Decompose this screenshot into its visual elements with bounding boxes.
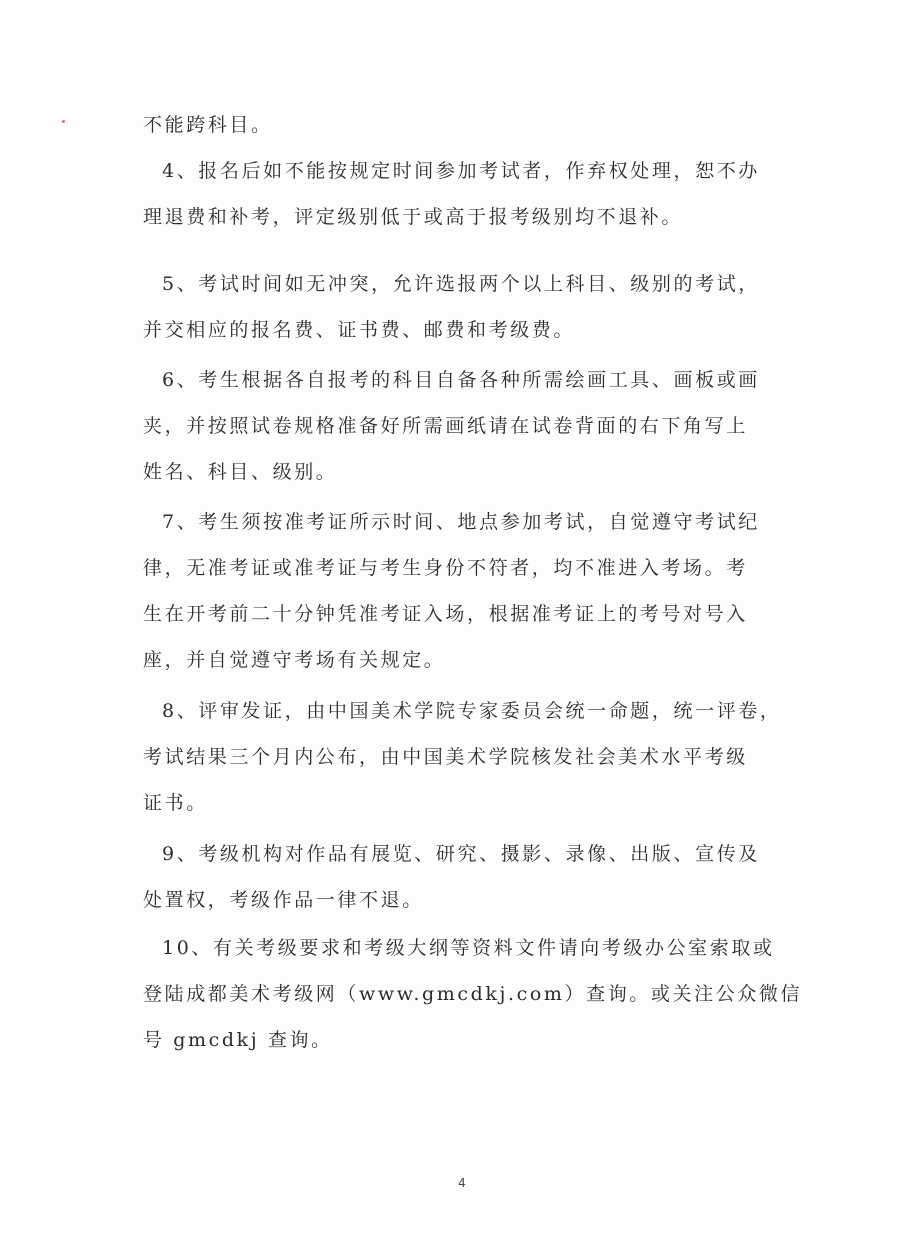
- text-line: 考试结果三个月内公布，由中国美术学院核发社会美术水平考级: [143, 746, 748, 768]
- text-line: 座，并自觉遵守考场有关规定。: [143, 649, 446, 671]
- text-line: 并交相应的报名费、证书费、邮费和考级费。: [143, 319, 576, 341]
- text-line: 处置权，考级作品一律不退。: [143, 889, 424, 911]
- text-line: 6、考生根据各自报考的科目自备各种所需绘画工具、画板或画: [162, 369, 760, 391]
- text-line: 4、报名后如不能按规定时间参加考试者，作弃权处理，恕不办: [162, 160, 760, 182]
- text-line: 证书。: [143, 792, 208, 814]
- text-line: 8、评审发证，由中国美术学院专家委员会统一命题，统一评卷，: [162, 700, 782, 722]
- text-line: 生在开考前二十分钟凭准考证入场，根据准考证上的考号对号入: [143, 603, 748, 625]
- text-line: 登陆成都美术考级网（www.gmcdkj.com）查询。或关注公众微信: [143, 983, 803, 1005]
- text-line: 5、考试时间如无冲突，允许选报两个以上科目、级别的考试，: [162, 273, 760, 295]
- text-line: 号 gmcdkj 查询。: [143, 1029, 333, 1051]
- text-line: 10、有关考级要求和考级大纲等资料文件请向考级办公室索取或: [162, 937, 775, 959]
- page-number: 4: [458, 1176, 466, 1190]
- text-line: 律，无准考证或准考证与考生身份不符者，均不准进入考场。考: [143, 557, 748, 579]
- red-dot-mark: [62, 120, 65, 123]
- text-line: 9、考级机构对作品有展览、研究、摄影、录像、出版、宣传及: [162, 843, 760, 865]
- text-line: 理退费和补考，评定级别低于或高于报考级别均不退补。: [143, 206, 684, 228]
- text-line: 姓名、科目、级别。: [143, 461, 338, 483]
- text-line: 7、考生须按准考证所示时间、地点参加考试，自觉遵守考试纪: [162, 511, 760, 533]
- text-line: 夹，并按照试卷规格准备好所需画纸请在试卷背面的右下角写上: [143, 415, 748, 437]
- text-line: 不能跨科目。: [143, 114, 273, 136]
